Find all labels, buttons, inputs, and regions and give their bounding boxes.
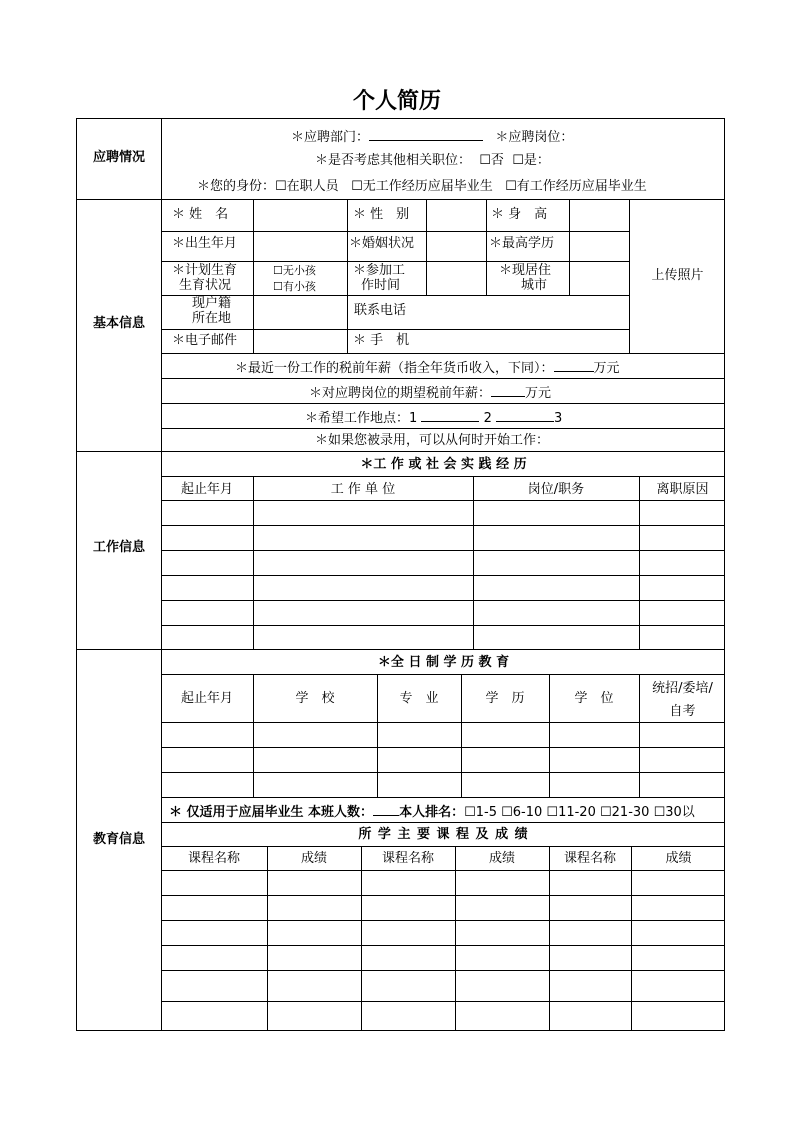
work-col-period: 起止年月 <box>180 482 233 497</box>
grid-line <box>377 674 378 797</box>
work-col-reason: 离职原因 <box>656 482 709 497</box>
height-label: ＊ 身 高 <box>491 207 548 222</box>
grid-line <box>486 199 487 295</box>
work-col-employer: 工 作 单 位 <box>330 482 396 497</box>
location-field-2[interactable] <box>496 409 554 422</box>
class-size-field[interactable] <box>373 803 399 816</box>
grid-line <box>347 199 348 353</box>
dept-label: ＊应聘部门： <box>291 130 370 145</box>
grid-line <box>361 846 362 1031</box>
other-post-line <box>315 154 550 169</box>
has-child-checkbox[interactable]: ☐有小孩 <box>273 280 316 293</box>
salary-last-field[interactable] <box>554 359 594 372</box>
rank-6-10-checkbox[interactable]: ☐6-10 <box>501 805 543 820</box>
grid-line <box>161 722 725 723</box>
resume-form <box>76 118 725 1031</box>
salary-expect-label: ＊对应聘岗位的期望税前年薪： <box>309 386 492 401</box>
mobile-label: ＊ 手 机 <box>353 333 410 348</box>
hukou-label: 现户籍 <box>192 296 232 311</box>
course-col-name-1: 课程名称 <box>187 851 240 866</box>
rank-21-30-checkbox[interactable]: ☐21-30 <box>600 805 650 820</box>
grid-line <box>161 231 629 232</box>
family-plan-label-2: 生育状况 <box>179 278 232 293</box>
status-line <box>197 180 647 195</box>
grid-line <box>639 674 640 797</box>
dept-line <box>291 128 573 146</box>
grid-line <box>161 476 725 477</box>
birth-label: ＊出生年月 <box>172 236 238 251</box>
edu-col-school: 学 校 <box>295 691 335 706</box>
status-graduate-exp-checkbox[interactable]: ☐有工作经历应届毕业生 <box>505 179 647 194</box>
city-label: ＊现居住 <box>499 263 552 278</box>
edu-col-major: 专 业 <box>399 691 439 706</box>
edu-header: ＊全 日 制 学 历 教 育 <box>377 655 510 670</box>
edu-col-period: 起止年月 <box>180 691 233 706</box>
edu-col-type-2: 自考 <box>669 704 696 719</box>
edu-col-education: 学 历 <box>485 691 525 706</box>
grid-line <box>77 451 725 452</box>
grid-line <box>161 525 725 526</box>
grid-line <box>161 945 725 946</box>
no-child-checkbox[interactable]: ☐无小孩 <box>273 264 316 277</box>
grid-line <box>161 261 629 262</box>
course-col-score-1: 成绩 <box>300 851 327 866</box>
grid-line <box>161 378 725 379</box>
section-education-label: 教育信息 <box>92 832 145 847</box>
grid-line <box>473 476 474 649</box>
salary-unit-2: 万元 <box>525 386 552 401</box>
grid-line <box>161 550 725 551</box>
location-label-2: 2 <box>483 411 492 426</box>
status-employed-checkbox[interactable]: ☐在职人员 <box>275 179 339 194</box>
grid-line <box>161 772 725 773</box>
rank-30-plus-checkbox[interactable]: ☐30以 <box>653 805 695 820</box>
course-col-name-3: 课程名称 <box>563 851 616 866</box>
option-yes-checkbox[interactable]: ☐是： <box>512 153 550 168</box>
gender-label: ＊ 性 别 <box>353 207 410 222</box>
section-work-label: 工作信息 <box>92 540 145 555</box>
salary-last-label: ＊最近一份工作的税前年薪（指全年货币收入，下同）： <box>235 361 554 376</box>
family-plan-label: ＊计划生育 <box>172 263 238 278</box>
grid-line <box>267 846 268 1031</box>
grid-line <box>253 199 254 353</box>
grid-line <box>161 846 725 847</box>
grid-line <box>161 500 725 501</box>
grid-line <box>426 199 427 295</box>
work-col-position: 岗位/职务 <box>527 482 585 497</box>
grid-line <box>161 920 725 921</box>
grid-line <box>77 199 725 200</box>
location-line <box>305 409 562 427</box>
degree-label: ＊最高学历 <box>489 236 555 251</box>
grid-line <box>77 649 725 650</box>
rank-11-20-checkbox[interactable]: ☐11-20 <box>546 805 596 820</box>
page-title: 个人简历 <box>352 88 441 114</box>
option-no-checkbox[interactable]: ☐否 <box>479 153 504 168</box>
grid-line <box>161 353 725 354</box>
grid-line <box>161 575 725 576</box>
grid-line <box>161 870 725 871</box>
grid-line <box>549 674 550 797</box>
grid-line <box>161 625 725 626</box>
course-col-name-2: 课程名称 <box>381 851 434 866</box>
work-start-label-2: 作时间 <box>361 278 401 293</box>
post-label: ＊应聘岗位： <box>495 130 574 145</box>
grid-line <box>161 600 725 601</box>
course-col-score-2: 成绩 <box>488 851 515 866</box>
work-start-label: ＊参加工 <box>353 263 406 278</box>
hukou-label-2: 所在地 <box>192 311 232 326</box>
grid-line <box>161 970 725 971</box>
other-post-label: ＊是否考虑其他相关职位： <box>315 153 472 168</box>
grid-line <box>549 846 550 1031</box>
grid-line <box>569 199 570 295</box>
grid-line <box>455 846 456 1031</box>
course-col-score-3: 成绩 <box>665 851 692 866</box>
location-label: ＊希望工作地点：1 <box>305 411 418 426</box>
grid-line <box>253 476 254 649</box>
grid-line <box>253 674 254 797</box>
grid-line <box>639 476 640 649</box>
city-label-2: 城市 <box>521 278 548 293</box>
edu-col-degree: 学 位 <box>574 691 614 706</box>
grad-line <box>169 803 695 821</box>
status-label: ＊您的身份： <box>197 179 276 194</box>
grid-line <box>161 403 725 404</box>
status-graduate-no-exp-checkbox[interactable]: ☐无工作经历应届毕业生 <box>351 179 493 194</box>
grid-line <box>161 1001 725 1002</box>
edu-col-type: 统招/委培/ <box>652 681 713 696</box>
dept-field[interactable] <box>369 128 483 141</box>
phone-label: 联系电话 <box>354 303 407 318</box>
grid-line <box>629 199 630 353</box>
grid-line <box>161 674 725 675</box>
grid-line <box>161 797 725 798</box>
section-basic-label: 基本信息 <box>92 316 145 331</box>
upload-photo-button[interactable]: 上传照片 <box>651 268 704 283</box>
salary-last-line <box>235 359 620 377</box>
start-time-label: ＊如果您被录用，可以从何时开始工作： <box>315 433 550 448</box>
location-field-1[interactable] <box>421 409 479 422</box>
grad-note: ＊ 仅适用于应届毕业生 本班人数： <box>169 805 374 820</box>
name-label: ＊ 姓 名 <box>172 207 229 222</box>
grid-line <box>631 846 632 1031</box>
marital-label: ＊婚姻状况 <box>349 236 415 251</box>
salary-expect-line <box>309 384 551 402</box>
salary-expect-field[interactable] <box>491 384 525 397</box>
grid-line <box>161 295 629 296</box>
grad-rank-label: 本人排名： <box>399 805 465 820</box>
location-label-3: 3 <box>553 411 563 426</box>
grid-line <box>461 674 462 797</box>
section-application-label: 应聘情况 <box>92 150 145 165</box>
grid-line <box>161 428 725 429</box>
rank-1-5-checkbox[interactable]: ☐1-5 <box>464 805 497 820</box>
courses-header: 所 学 主 要 课 程 及 成 绩 <box>358 827 529 842</box>
work-header: ＊工 作 或 社 会 实 践 经 历 <box>360 457 527 472</box>
grid-line <box>161 747 725 748</box>
grid-line <box>161 329 629 330</box>
salary-unit: 万元 <box>593 361 620 376</box>
grid-line <box>161 895 725 896</box>
grid-line <box>161 822 725 823</box>
email-label: ＊电子邮件 <box>172 333 238 348</box>
